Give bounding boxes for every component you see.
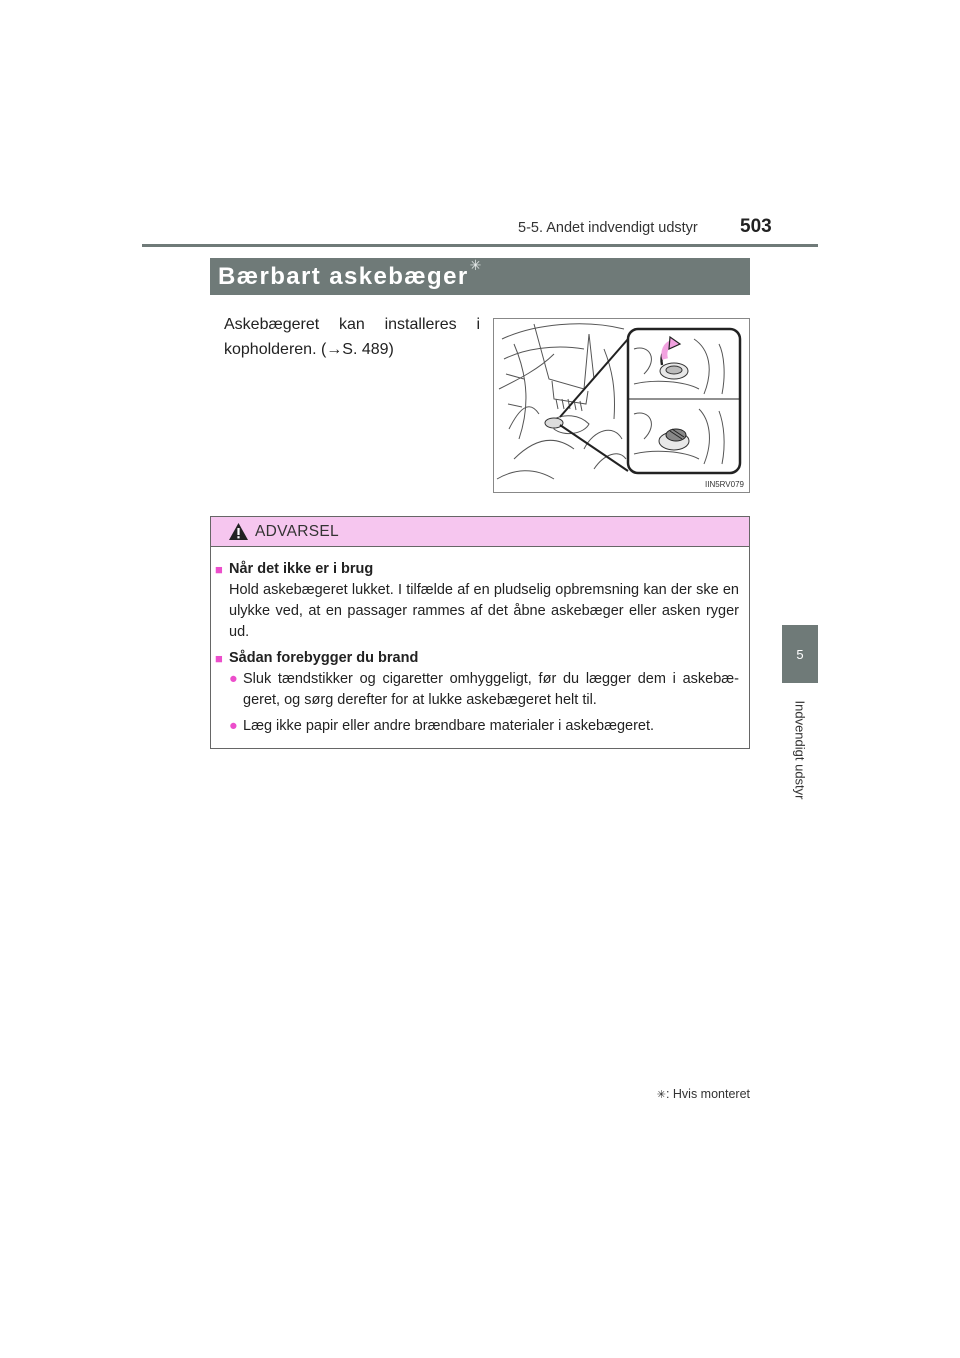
warning-heading-text: Sådan forebygger du brand: [229, 650, 419, 666]
chapter-tab: [782, 625, 818, 683]
footnote-star-icon: ✳: [656, 1089, 666, 1101]
warning-bullet: [215, 669, 739, 711]
square-bullet-icon: ■: [215, 651, 223, 666]
chapter-tab-label: Indvendigt udstyr: [792, 700, 808, 800]
warning-paragraph: Hold askebægeret lukket. I tilfælde af en pludselig opbremsning kan der ske en ulykke ved, at en passager rammes af det åbne askebæger eller asken ryger ud.: [229, 582, 739, 640]
optional-equipment-star-icon: ✳: [469, 257, 482, 273]
warning-bullet-text: Sluk tændstikker og cigaretter omhyggeligt, før du lægger dem i askebæ-geret, og sørg derefter for at lukke askebægeret helt til.: [243, 671, 739, 708]
warning-heading-text: Når det ikke er i brug: [229, 561, 374, 577]
running-header-section: 5-5. Andet indvendigt udstyr: [518, 220, 698, 236]
section-title: Bærbart askebæger: [218, 262, 469, 290]
ashtray-illustration: [493, 318, 750, 493]
warning-triangle-icon: [228, 522, 249, 541]
chapter-tab-number: 5: [796, 646, 804, 662]
square-bullet-icon: ■: [215, 562, 223, 577]
header-rule: [142, 244, 818, 247]
warning-heading-not-in-use: [215, 559, 739, 580]
page-number: 503: [740, 216, 772, 237]
warning-bullet-text: Læg ikke papir eller andre brændbare materialer i askebægeret.: [243, 718, 655, 734]
intro-paragraph: Askebægeret kan installeres i kopholderen. (→S. 489): [224, 316, 480, 358]
warning-box: [210, 516, 750, 749]
round-bullet-icon: ●: [229, 671, 238, 687]
warning-heading-fire-prevention: [215, 648, 739, 669]
warning-header: [211, 517, 749, 547]
warning-bullet: [215, 716, 739, 737]
footnote: [634, 1087, 750, 1101]
warning-body: [211, 547, 749, 737]
ashtray-illustration-drawing: [494, 319, 749, 492]
warning-label: ADVARSEL: [255, 522, 339, 540]
figure-code: IIN5RV079: [705, 480, 744, 489]
section-title-bar: [210, 258, 750, 295]
round-bullet-icon: ●: [229, 718, 238, 734]
footnote-text: : Hvis monteret: [665, 1087, 750, 1101]
